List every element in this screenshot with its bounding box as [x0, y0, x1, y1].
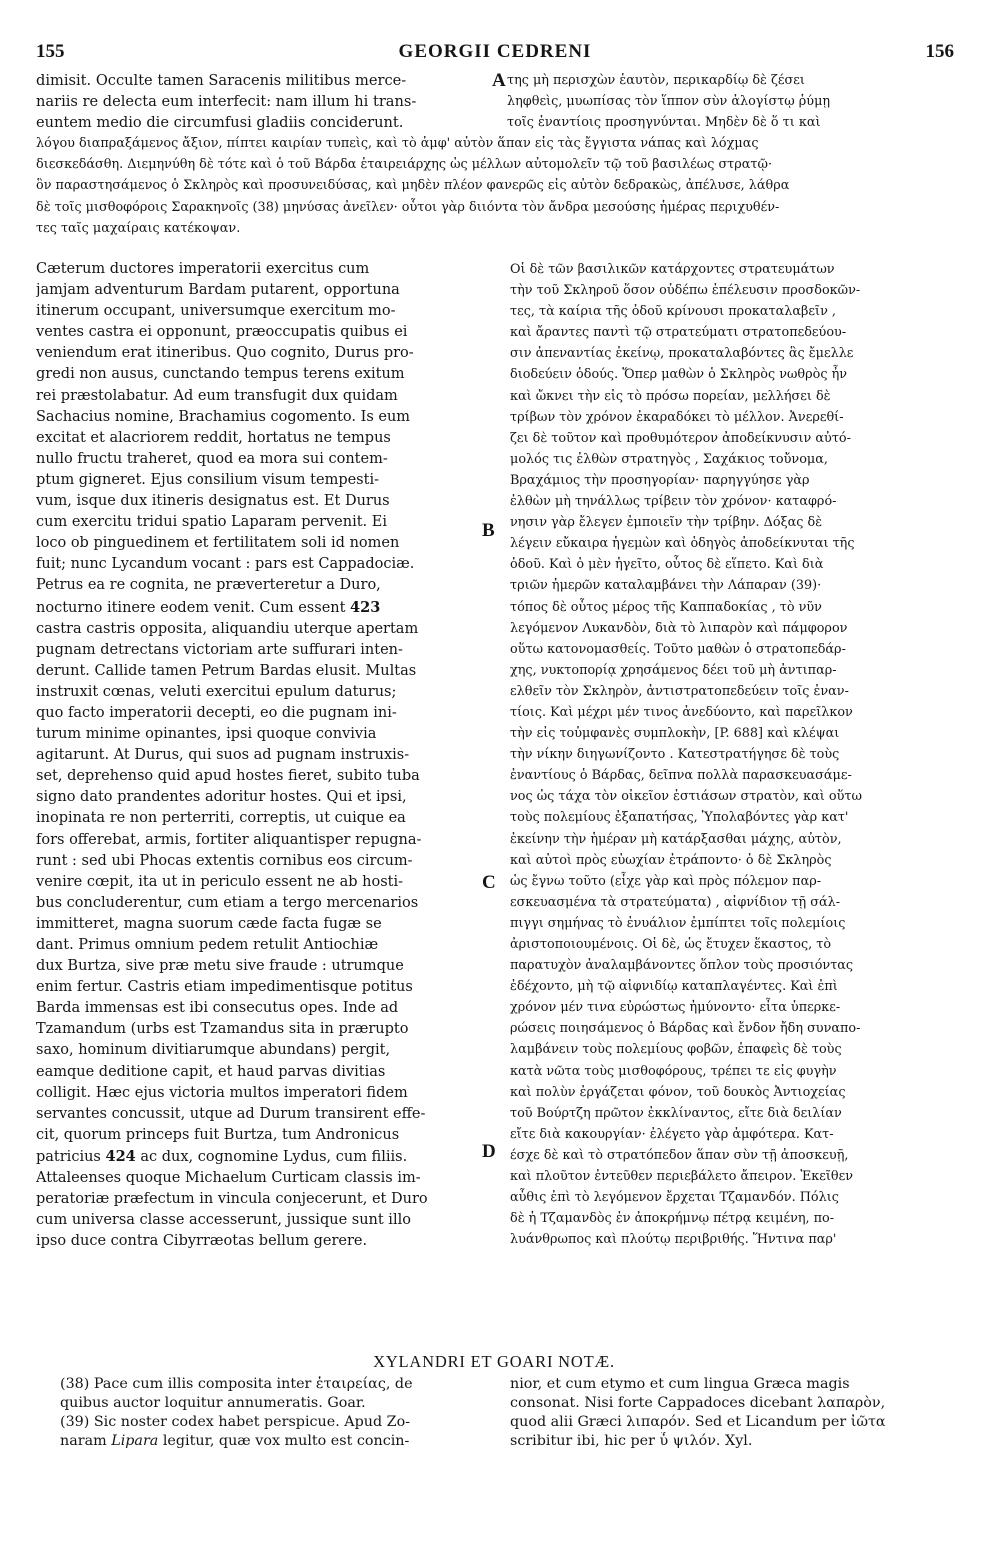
greek-text-line: ρώσεις ποιησάμενος ὁ Βάρδας καὶ ἔνδον ἤδη συναπο-: [510, 1021, 861, 1037]
greek-text-line: νος ὡς τάχα τὸν οἰκεῖον ἑστιάσων στρατὸν, καὶ οὕτω: [510, 789, 862, 805]
note-line: nior, et cum etymo et cum lingua Græca magis: [510, 1376, 850, 1392]
greek-text-line: ἀριστοποιουμένοις. Οἱ δὲ, ὡς ἔτυχεν ἕκαστος, τὸ: [510, 937, 832, 952]
greek-text-line: λόγου διαπραξάμενος ἄξιον, πίπτει καιρίαν τυπεὶς, καὶ τὸ ἀμφ' αὐτὸν ἅπαν εἰς τὰς ἔγγιστα νάπας καὶ λόχμας: [36, 136, 759, 151]
greek-text-line: τίοις. Καὶ μέχρι μέν τινος ἀνεδύοντο, καὶ παρεῖλκον: [510, 704, 853, 720]
greek-text-line: Οἱ δὲ τῶν βασιλικῶν κατάρχοντες στρατευμάτων: [510, 262, 835, 277]
greek-text-line: έσχε δὲ καὶ τὸ στρατόπεδον ἅπαν σὺν τῇ ἀποσκευῇ,: [510, 1147, 849, 1163]
greek-text-line: τες, τὰ καίρια τῆς ὁδοῦ κρίνουσι προκαταλαβεῖν ,: [510, 304, 836, 320]
greek-text-line: νησιν γὰρ ἔλεγεν ἐμποιεῖν τὴν τρίβην. Δόξας δὲ: [510, 515, 823, 531]
latin-text-line: enim fertur. Castris etiam impedimentisque potitus: [36, 979, 413, 996]
greek-text-line: λεγόμενον Λυκανδὸν, διὰ τὸ λιπαρὸν καὶ πάμφορον: [510, 620, 848, 636]
latin-text-line: dux Burtza, sive præ metu sive fraude : utrumque: [36, 958, 404, 975]
latin-text-line: jamjam adventurum Bardam putarent, opportuna: [36, 282, 400, 299]
latin-text-line: euntem medio die circumfusi gladiis conciderunt.: [36, 114, 404, 131]
latin-text-line: itinerum occupant, universumque exercitum mo-: [36, 303, 396, 320]
page-number-left: 155: [36, 41, 65, 62]
latin-text-line: venire cœpit, ita ut in periculo essent ne ab hosti-: [36, 873, 403, 890]
latin-text-line: instruxit cœnas, veluti exercitui epulum daturus;: [36, 683, 397, 700]
latin-text-line: fuit; nunc Lycandum vocant : pars est Cappadociæ.: [36, 556, 415, 573]
greek-text-line: λέγειν εὔκαιρα ἡγεμὼν καὶ ὁδηγὸς ἀποδείκνυται τῆς: [510, 536, 855, 552]
greek-text-line: καὶ πλοῦτον ἐντεῦθεν περιεβάλετο ἄπειρον. Ἐκεῖθεν: [510, 1169, 854, 1185]
latin-text-line: signo dato prandentes adoritur hostes. Qui et ipsi,: [36, 789, 407, 806]
greek-text-line: ὁδοῦ. Καὶ ὁ μὲν ἡγεῖτο, οὗτος δὲ εἵπετο. Καὶ διὰ: [510, 557, 824, 573]
note-line: quod alii Græci λιπαρόν. Sed et Licandum per ἰῶτα: [510, 1414, 886, 1430]
latin-text-line: servantes concussit, utque ad Durum transirent effe-: [36, 1105, 426, 1122]
latin-text-line: ipso duce contra Cibyrræotas bellum gerere.: [36, 1233, 368, 1250]
greek-text-line: λαμβάνειν τοὺς πολεμίους φοβῶν, ἐπαφεὶς δὲ τοὺς: [510, 1042, 842, 1058]
latin-text-line: excitat et alacriorem reddit, hortatus ne tempus: [36, 429, 391, 446]
greek-text-line: τὴν νίκην διηγωνίζοντο . Κατεστρατήγησε δὲ τοὺς: [510, 747, 840, 763]
greek-text-line: τοῦ Βούρτζη πρῶτον ἐκκλίναντος, εἴτε διὰ δειλίαν: [510, 1105, 842, 1121]
greek-text-line: ἐλθὼν μὴ τηνάλλως τρίβειν τὸν χρόνον· καταφρό-: [510, 494, 837, 510]
latin-text-fragment: ac dux, cognomine Lydus, cum filiis.: [135, 1148, 408, 1165]
greek-text-line: παρατυχὸν ἀναλαμβάνοντες ὅπλον τοὺς προσιόντας: [510, 958, 854, 974]
latin-text-line: Attaleenses quoque Michaelum Curticam classis im-: [36, 1170, 421, 1187]
running-title: GEORGII CEDRENI: [398, 41, 592, 62]
notes-left-column: [60, 1375, 490, 1451]
latin-text-line: immitteret, magna suorum cæde facta fugæ se: [36, 915, 382, 932]
greek-text-line: καὶ αὐτοὶ πρὸς εὐωχίαν ἐτράποντο· ὁ δὲ Σκληρὸς: [510, 852, 832, 868]
margin-marker-c: C: [482, 872, 496, 893]
greek-text-line: δὲ ἡ Τζαμανδὸς ἐν ἀποκρήμνῳ πέτρᾳ κειμένη, πο-: [510, 1211, 835, 1227]
latin-text-line: dant. Primus omnium pedem retulit Antiochiæ: [36, 937, 379, 953]
greek-text-line: χρόνον μέν τινα εὐρώστως ἠμύνοντο· εἶτα ὑπερκε-: [510, 1000, 841, 1016]
latin-text-line: gredi non ausus, cunctando tempus terens exitum: [36, 366, 405, 383]
note-line: (38) Pace cum illis composita inter ἑταιρείας, de: [60, 1376, 413, 1392]
greek-text-line: αὖθις ἐπὶ τὸ λεγόμενον ἔρχεται Τζαμανδόν. Πόλις: [510, 1190, 839, 1206]
greek-text-line: δὲ τοῖς μισθοφόροις Σαρακηνοῖς (38) μηνύσας ἀνεῖλεν· οὗτοι γὰρ διιόντα τὸν ἄνδρα μεσούσης ἡμέρας περιχυθέν-: [36, 199, 780, 215]
greek-text-line: τρίβων τὸν χρόνον ἐκαραδόκει τὸ μέλλον. Ἀνερεθί-: [510, 409, 844, 425]
greek-text-line: καὶ ἄραντες παντὶ τῷ στρατεύματι στρατοπεδεύου-: [510, 325, 847, 341]
latin-text-line: saxo, hominum divitiarumque abundans) pergit,: [36, 1042, 391, 1059]
notes-right-column: [510, 1375, 955, 1451]
greek-text-line: τὴν εἰς τοὐμφανὲς συμπλοκὴν, [P. 688] καὶ κλέψαι: [510, 726, 840, 742]
latin-text-line: ventes castra ei opponunt, præoccupatis quibus ei: [36, 324, 408, 341]
latin-text-line: cum universa classe accesserunt, jussique sunt illo: [36, 1212, 411, 1229]
greek-text-line: τόπος δὲ οὗτος μέρος τῆς Καππαδοκίας , τὸ νῦν: [510, 599, 822, 615]
latin-text-line: derunt. Callide tamen Petrum Bardas elusit. Multas: [36, 662, 417, 679]
running-header: [36, 41, 954, 71]
latin-text-line: dimisit. Occulte tamen Saracenis militibus merce-: [36, 72, 407, 89]
latin-text-line: Sachacius nomine, Brachamius cogomento. Is eum: [36, 408, 411, 425]
latin-text-line: vum, isque dux itineris designatus est. Et Durus: [36, 493, 390, 510]
latin-text-line: ptum gigneret. Ejus consilium visum tempesti-: [36, 471, 379, 488]
greek-text-line: οὕτω κατονομασθείς. Τοῦτο μαθὼν ὁ στρατοπεδάρ-: [510, 641, 846, 657]
greek-text-line: τὴν τοῦ Σκληροῦ ὅσον οὐδέπω ἐπέλευσιν προσδοκῶν-: [510, 283, 861, 299]
margin-marker-a: A: [492, 70, 506, 91]
latin-text-line: cum exercitu tridui spatio Laparam pervenit. Ei: [36, 514, 388, 531]
greek-text-line: μολός τις ἐλθὼν στρατηγὸς , Σαχάκιος τοὔνομα,: [510, 451, 828, 467]
greek-text-line: της μὴ περισχὼν ἑαυτὸν, περικαρδίῳ δὲ ζέσει: [507, 73, 805, 88]
greek-text-line: σιν ἀπεναντίας ἐκείνῳ, προκαταλαβόντες ἃς ἔμελλε: [510, 346, 854, 362]
greek-text-line: τοὺς πολεμίους ἐξαπατήσας, Ὑπολαβόντες γὰρ κατ': [510, 810, 849, 826]
latin-text-line: agitarunt. At Durus, qui suos ad pugnam instruxis-: [36, 747, 410, 764]
latin-text-line: quo facto imperatorii decepti, eo die pugnam ini-: [36, 704, 397, 721]
greek-text-line: πιγγι σημήνας τὸ ἐνυάλιον ἐμπίπτει τοῖς πολεμίοις: [510, 915, 846, 931]
latin-main-column: [36, 259, 491, 1252]
greek-text-line: ὡς ἔγνω τοῦτο (εἶχε γὰρ καὶ πρὸς πόλεμον παρ-: [510, 873, 822, 889]
latin-text-line: runt : sed ubi Phocas extentis cornibus eos circum-: [36, 852, 413, 869]
latin-text-line: turum minime opinantes, ipsi quoque convivia: [36, 726, 377, 743]
latin-text-line: fors offerebat, armis, fortiter aliquantisper repugna-: [36, 831, 422, 848]
greek-text-line: ζει δὲ τοῦτον καὶ προθυμότερον ἀποδείκνυσιν αὐτό-: [510, 430, 851, 446]
latin-text-line: nariis re delecta eum interfecit: nam illum hi trans-: [36, 93, 417, 110]
greek-text-line: διοδεύειν ὁδούς. Ὅπερ μαθὼν ὁ Σκληρὸς νωθρὸς ἦν: [510, 367, 848, 383]
latin-text-line: patricius 424 ac dux, cognomine Lydus, cum filiis.: [36, 1147, 408, 1165]
latin-text-line: pugnam detrectans victoriam arte suffurari inten-: [36, 641, 403, 658]
greek-text-line: ελθεῖν τὸν Σκληρὸν, ἀντιστρατοπεδεύειν τοῖς ἐναν-: [510, 683, 849, 699]
latin-text-line: Petrus ea re cognita, ne præverteretur a Duro,: [36, 577, 381, 594]
greek-text-line: κατὰ νῶτα τοὺς μισθοφόρους, τρέπει τε εἰς φυγὴν: [510, 1063, 837, 1079]
greek-text-line: Βραχάμιος τὴν προσηγορίαν· παρηγγύησε γὰρ: [510, 472, 810, 488]
italic-word: Lipara: [111, 1433, 159, 1449]
latin-text-line: colligit. Hæc ejus victoria multos imperatori fidem: [36, 1084, 408, 1101]
greek-text-line: τριῶν ἡμερῶν καταλαμβάνει τὴν Λάπαραν (39)·: [510, 578, 822, 594]
latin-text-line: nullo fructu traheret, quod ea mora sui contem-: [36, 450, 388, 467]
margin-marker-d: D: [482, 1141, 496, 1162]
note-line: quibus auctor loquitur annumeratis. Goar.: [60, 1395, 366, 1411]
greek-top-column: [507, 70, 955, 133]
greek-text-line: τες ταῖς μαχαίραις κατέκοψαν.: [36, 220, 241, 236]
note-line: naram Lipara legitur, quæ vox multo est concin-: [60, 1433, 410, 1449]
greek-text-line: ἐκείνην τὴν ἡμέραν μὴ κατάρξασθαι μάχης, αὐτὸν,: [510, 831, 842, 847]
latin-text-line: bus concluderentur, cum etiam a tergo mercenarios: [36, 894, 419, 911]
greek-text-line: εἴτε διὰ κακουργίαν· ἐλέγετο γὰρ ἀμφότερα. Κατ-: [510, 1126, 834, 1142]
note-line: (39) Sic noster codex habet perspicue. Apud Zo-: [60, 1414, 411, 1430]
latin-text-line: rei præstolabatur. Ad eum transfugit dux quidam: [36, 387, 398, 404]
latin-text-line: castra castris opposita, aliquandiu uterque apertam: [36, 620, 419, 637]
note-line: consonat. Nisi forte Cappadoces dicebant λαπαρὸν,: [510, 1395, 886, 1411]
greek-text-line: εσκευασμένα τὰ στρατεύματα) , αἰφνίδιον τῇ σάλ-: [510, 894, 841, 910]
greek-text-line: λυάνθρωπος καὶ πλούτῳ περιβριθής. Ἥντινα παρ': [510, 1232, 837, 1248]
greek-text-line: χης, νυκτοπορίᾳ χρησάμενος δέει τοῦ μὴ ἀντιπαρ-: [510, 662, 837, 678]
latin-text-line: eamque deditione capit, et haud parvas divitias: [36, 1063, 386, 1080]
reference-number-423: 423: [350, 598, 381, 616]
greek-full-width-paragraph: [36, 133, 954, 239]
latin-text-line: loco ob pinguedinem et fertilitatem soli id nomen: [36, 535, 400, 552]
greek-text-line: ληφθεὶς, μυωπίσας τὸν ἵππον σὺν ἀλογίστῳ ῥύμῃ: [507, 94, 831, 109]
latin-text-line: peratoriæ præfectum in vincula conjecerunt, et Duro: [36, 1191, 428, 1208]
greek-main-column: [510, 259, 955, 1250]
page-number-right: 156: [925, 41, 954, 62]
greek-text-line: διεσκεδάσθη. Διεμηνύθη δὲ τότε καὶ ὁ τοῦ Βάρδα ἑταιρειάρχης ὡς μέλλων αὐτομολεῖν τῷ τοῦ βασιλέως στρατῷ·: [36, 157, 773, 173]
greek-text-line: τοῖς ἐναντίοις προσηγνύνται. Μηδὲν δὲ ὅ τι καὶ: [507, 115, 821, 130]
latin-text-line: Tzamandum (urbs est Tzamandus sita in prærupto: [36, 1021, 409, 1038]
latin-text-line: set, deprehenso quid apud hostes fieret, subito tuba: [36, 768, 420, 785]
reference-number-424: 424: [105, 1147, 136, 1165]
latin-text-line: Barda immensas est ibi consecutus opes. Inde ad: [36, 1000, 399, 1017]
greek-text-line: καὶ πολὺν ἐργάζεται φόνον, τοῦ δουκὸς Ἀντιοχείας: [510, 1084, 846, 1100]
margin-marker-b: B: [482, 520, 495, 541]
latin-text-line: nocturno itinere eodem venit. Cum essent 423: [36, 598, 381, 616]
latin-text-line: cit, quorum princeps fuit Burtza, tum Andronicus: [36, 1126, 400, 1143]
latin-text-line: veniendum erat itineribus. Quo cognito, Durus pro-: [36, 345, 414, 362]
latin-text-line: inopinata re non perterriti, correptis, ut cuique ea: [36, 810, 406, 827]
greek-text-line: ἐναντίους ὁ Βάρδας, δεῖπνα πολλὰ παρασκευασάμε-: [510, 768, 852, 784]
greek-text-line: ὃν παραστησάμενος ὁ Σκληρὸς καὶ προσυνειδύσας, καὶ μηδὲν πλέον φανερῶς εἰς αὐτὸν δεδρακὼς, ἀπέλυσε, λάθρα: [36, 178, 790, 194]
latin-text-line: Cæterum ductores imperatorii exercitus cum: [36, 261, 370, 277]
greek-text-line: ἐδέχοντο, μὴ τῷ αἰφνιδίῳ καταπλαγέντες. Καὶ ἐπὶ: [510, 979, 838, 995]
latin-top-column: [36, 70, 491, 133]
notes-heading: XYLANDRI ET GOARI NOTÆ.: [373, 1352, 615, 1371]
greek-text-line: καὶ ὤκνει τὴν εἰς τὸ πρόσω πορείαν, μελλήσει δὲ: [510, 388, 831, 404]
note-line: scribitur ibi, hic per ὖ ψιλόν. Xyl.: [510, 1433, 753, 1449]
